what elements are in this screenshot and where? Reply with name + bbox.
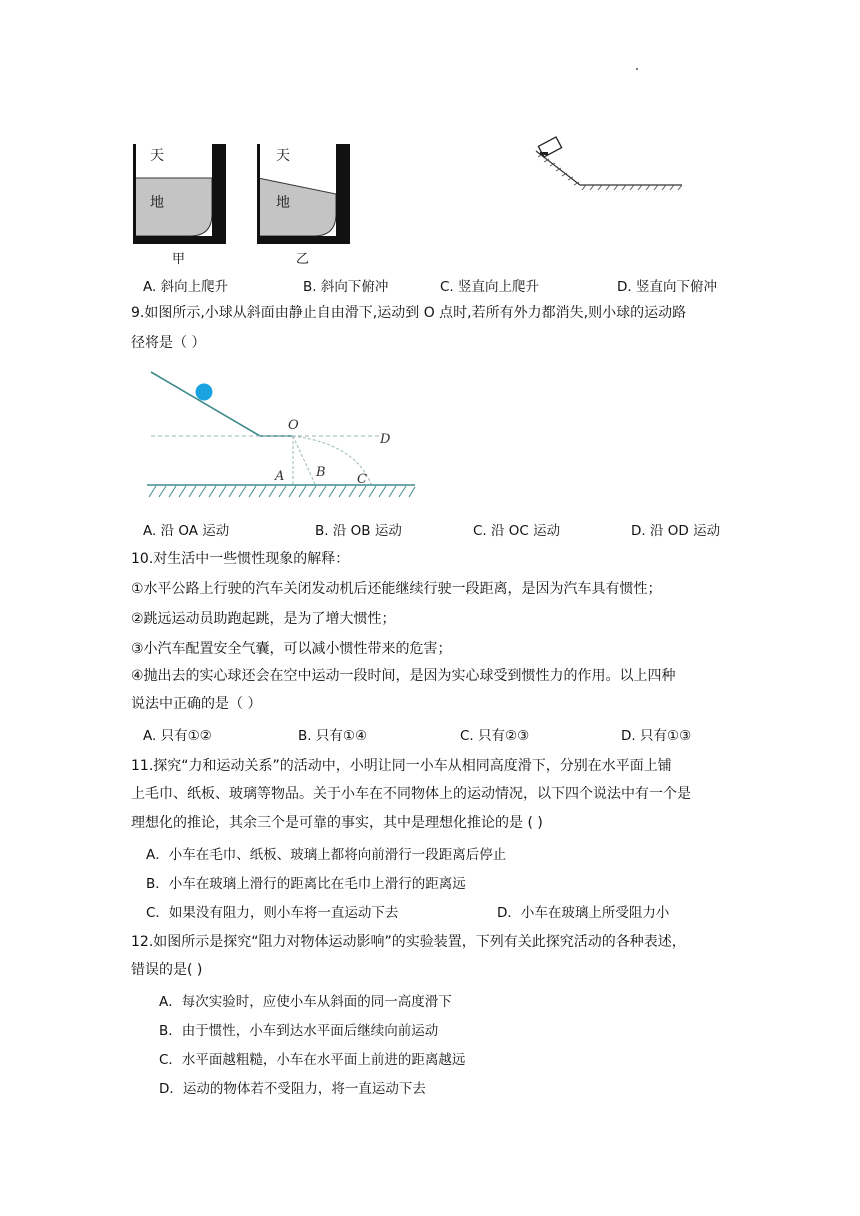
page-mark-dot xyxy=(636,68,638,70)
q11-option-b[interactable]: B．小车在玻璃上滑行的距离比在毛巾上滑行的距离远 xyxy=(146,876,466,892)
jia-ground-label: 地 xyxy=(150,195,164,211)
yi-caption: 乙 xyxy=(296,252,310,267)
q10-option-c[interactable]: C. 只有②③ xyxy=(460,728,530,744)
q10-option-b[interactable]: B. 只有①④ xyxy=(298,728,368,744)
q10-item-2: ②跳远运动员助跑起跳，是为了增大惯性； xyxy=(131,611,396,627)
label-o: O xyxy=(288,418,299,433)
q11-option-d[interactable]: D．小车在玻璃上所受阻力小 xyxy=(497,905,670,921)
q10-option-a[interactable]: A. 只有①② xyxy=(143,728,212,744)
q9-option-a[interactable]: A. 沿 OA 运动 xyxy=(143,523,230,539)
q12-line-2: 错误的是( ) xyxy=(131,962,203,978)
q9-stem-line1: 9.如图所示,小球从斜面由静止自由滑下,运动到 O 点时,若所有外力都消失,则小球的运动路 xyxy=(131,305,687,321)
q9-stem-line2: 径将是（ ） xyxy=(131,335,206,351)
jia-sky-label: 天 xyxy=(150,148,164,164)
q12-option-d[interactable]: D．运动的物体若不受阻力，将一直运动下去 xyxy=(159,1081,426,1097)
q9-option-c[interactable]: C. 沿 OC 运动 xyxy=(473,523,561,539)
q11-line-3: 理想化的推论，其余三个是可靠的事实，其中是理想化推论的是 ( ) xyxy=(131,815,543,831)
yi-sky-label: 天 xyxy=(276,148,290,164)
yi-bottom-bar xyxy=(257,236,350,244)
jia-bottom-bar xyxy=(133,236,226,244)
q12-option-b[interactable]: B．由于惯性，小车到达水平面后继续向前运动 xyxy=(159,1023,439,1039)
q10-item-3: ③小汽车配置安全气囊，可以减小惯性带来的危害； xyxy=(131,641,452,657)
q11-option-a[interactable]: A．小车在毛巾、纸板、玻璃上都将向前滑行一段距离后停止 xyxy=(146,847,507,863)
q10-item-4: ④抛出去的实心球还会在空中运动一段时间，是因为实心球受到惯性力的作用。以上四种 xyxy=(131,668,676,684)
jia-right-wall xyxy=(212,144,226,244)
yi-ground-fill xyxy=(258,178,336,236)
incline-line xyxy=(151,372,260,436)
q9-option-d[interactable]: D. 沿 OD 运动 xyxy=(631,523,721,539)
label-b: B xyxy=(316,465,326,480)
q8-option-d[interactable]: D. 竖直向下俯冲 xyxy=(617,279,717,295)
yi-left-wall xyxy=(257,144,260,244)
jia-caption: 甲 xyxy=(172,252,186,267)
q10-item-1: ①水平公路上行驶的汽车关闭发动机后还能继续行驶一段距离，是因为汽车具有惯性； xyxy=(131,581,662,597)
q12-option-a[interactable]: A．每次实验时，应使小车从斜面的同一高度滑下 xyxy=(159,994,452,1010)
slope-line xyxy=(536,151,682,185)
yi-ground-label: 地 xyxy=(276,195,290,211)
label-c: C xyxy=(357,472,367,487)
label-d: D xyxy=(380,432,391,447)
q12-option-c[interactable]: C．水平面越粗糙，小车在水平面上前进的距离越远 xyxy=(159,1052,466,1068)
q10-stem: 10.对生活中一些惯性现象的解释： xyxy=(131,551,350,567)
figure-jia xyxy=(128,140,230,250)
slope-block-base xyxy=(540,152,548,155)
q10-option-d[interactable]: D. 只有①③ xyxy=(621,728,692,744)
ball xyxy=(196,384,213,401)
q10-tail: 说法中正确的是（ ） xyxy=(131,696,262,712)
q11-line-1: 11.探究“力和运动关系”的活动中，小明让同一小车从相同高度滑下，分别在水平面上铺 xyxy=(131,758,672,774)
figure-ball-slope xyxy=(143,364,423,504)
q8-option-a[interactable]: A. 斜向上爬升 xyxy=(143,279,229,295)
yi-right-wall xyxy=(336,144,350,244)
q9-option-b[interactable]: B. 沿 OB 运动 xyxy=(315,523,402,539)
jia-left-wall xyxy=(133,144,136,244)
q11-line-2: 上毛巾、纸板、玻璃等物品。关于小车在不同物体上的运动情况，以下四个说法中有一个是 xyxy=(131,786,691,802)
q8-option-b[interactable]: B. 斜向下俯冲 xyxy=(303,279,389,295)
q8-option-c[interactable]: C. 竖直向上爬升 xyxy=(440,279,540,295)
ground-hatch xyxy=(149,486,415,497)
path-ob xyxy=(293,436,315,484)
q11-option-c[interactable]: C．如果没有阻力，则小车将一直运动下去 xyxy=(146,905,399,921)
figure-yi xyxy=(252,140,354,250)
figure-plane-slope xyxy=(530,135,686,193)
q12-line-1: 12.如图所示是探究“阻力对物体运动影响”的实验装置，下列有关此探究活动的各种表述， xyxy=(131,934,686,950)
label-a: A xyxy=(275,469,285,484)
